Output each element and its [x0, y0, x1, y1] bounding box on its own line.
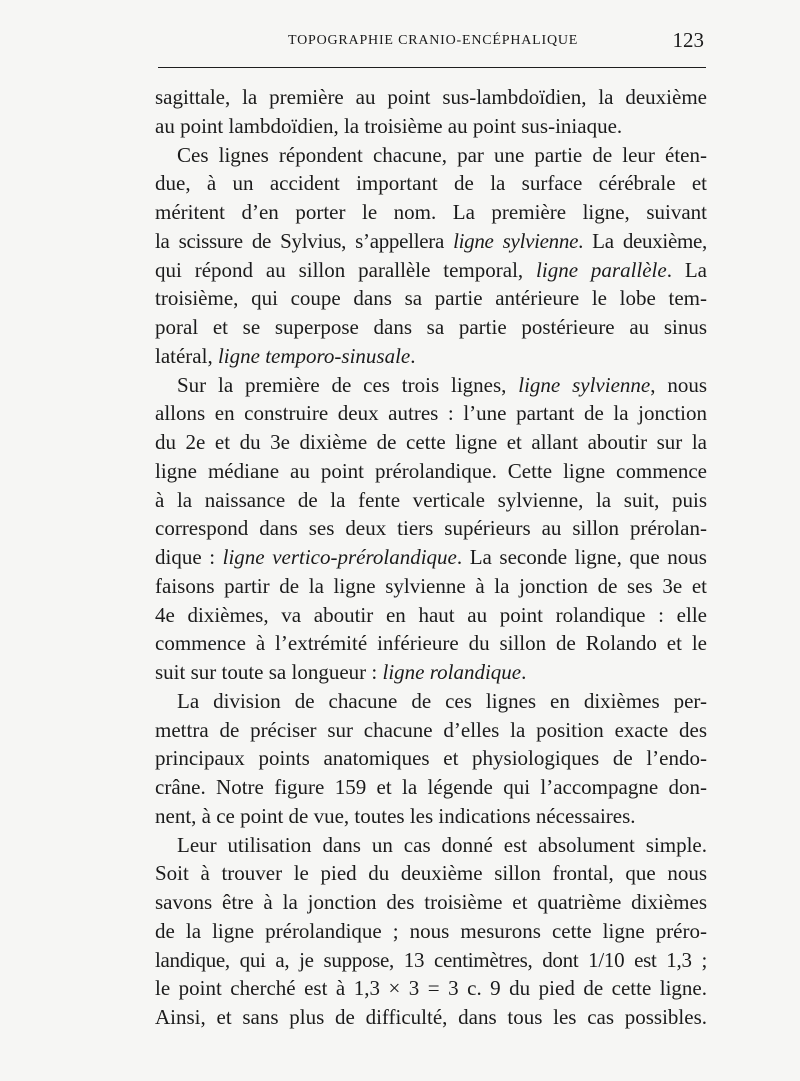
text-line: de la ligne prérolandique ; nous mesurons cette ligne préro-: [155, 918, 707, 943]
text-line: commence à l’extrémité inférieure du sillon de Rolando et le: [155, 631, 707, 656]
text-line: sagittale, la première au point sus-lambdoïdien, la deuxième: [155, 85, 707, 109]
text-line: Leur utilisation dans un cas donné est absolument simple.: [177, 832, 707, 857]
text-line: au point lambdoïdien, la troisième au point sus-iniaque.: [155, 113, 623, 138]
text-line: Ces lignes répondent chacune, par une partie de leur éten-: [177, 142, 707, 167]
text-line: allons en construire deux autres : l’une partant de la jonction: [155, 401, 707, 426]
text-run: latéral,: [155, 343, 218, 368]
page-number: 123: [672, 28, 704, 52]
text-run: . La: [666, 257, 707, 282]
text-line: à la naissance de la fente verticale sylvienne, la suit, puis: [155, 487, 707, 512]
text-line: [155, 227, 707, 256]
italic-term: ligne sylvienne: [518, 372, 651, 397]
text-run: . La seconde ligne, que nous: [456, 545, 707, 569]
text-run: qui répond au sillon parallèle temporal,: [155, 257, 537, 282]
italic-term: ligne sylvienne: [453, 228, 579, 253]
italic-term: ligne parallèle: [536, 257, 667, 282]
text-line: poral et se superpose dans sa partie postérieure au sinus: [155, 315, 707, 339]
text-run: suit sur toute sa longueur :: [155, 660, 383, 684]
text-line: [155, 371, 707, 400]
text-line: savons être à la jonction des troisième et quatrième dixièmes: [155, 890, 707, 914]
text-line: le point cherché est à 1,3 × 3 = 3 c. 9 du pied de cette ligne.: [155, 976, 707, 1001]
text-line: du 2e et du 3e dixième de cette ligne et allant aboutir sur la: [155, 430, 707, 454]
text-line: 4e dixièmes, va aboutir en haut au point rolandique : elle: [155, 602, 707, 627]
text-run: , nous: [650, 372, 707, 397]
text-line: [155, 256, 707, 285]
italic-term: ligne temporo-sinusale: [217, 343, 411, 368]
text-line: nent, à ce point de vue, toutes les indications nécessaires.: [155, 803, 636, 828]
paragraph-2: [155, 141, 707, 371]
text-line: landique, qui a, je suppose, 13 centimètres, dont 1/10 est 1,3 ;: [155, 947, 707, 972]
text-run: .: [521, 660, 527, 684]
text-line: Ainsi, et sans plus de difficulté, dans tous les cas possibles.: [155, 1005, 707, 1029]
text-run: . La deuxième,: [578, 228, 707, 253]
header-rule: [158, 67, 706, 68]
text-line: La division de chacune de ces lignes en dixièmes per-: [177, 688, 707, 713]
italic-term: ligne vertico-prérolandique: [222, 545, 457, 569]
running-head: [158, 30, 706, 56]
italic-term: ligne rolandique: [382, 660, 522, 684]
text-run: la scissure de Sylvius, s’appellera: [155, 228, 454, 253]
text-line: ligne médiane au point prérolandique. Cette ligne commence: [155, 458, 707, 483]
text-line: mettra de préciser sur chacune d’elles la position exacte des: [155, 717, 707, 742]
paragraph-3: [155, 371, 707, 687]
text-line: [155, 543, 707, 572]
text-line: méritent d’en porter le nom. La première ligne, suivant: [155, 200, 707, 224]
paragraph-5: [155, 831, 707, 1032]
text-line: troisième, qui coupe dans sa partie antérieure le lobe tem-: [155, 286, 707, 311]
paragraph-4: [155, 687, 707, 831]
text-run: Sur la première de ces trois lignes,: [177, 372, 519, 397]
text-line: Soit à trouver le pied du deuxième sillon frontal, que nous: [155, 861, 707, 886]
body-text: [155, 83, 707, 1032]
text-line: [155, 342, 707, 371]
text-run: dique :: [155, 545, 223, 569]
text-line: correspond dans ses deux tiers supérieurs au sillon prérolan-: [155, 516, 707, 541]
text-run: .: [410, 343, 416, 368]
text-line: crâne. Notre figure 159 et la légende qui l’accompagne don-: [155, 775, 707, 799]
text-line: principaux points anatomiques et physiologiques de l’endo-: [155, 746, 707, 771]
text-line: due, à un accident important de la surface cérébrale et: [155, 171, 707, 196]
text-line: [155, 658, 707, 687]
text-line: faisons partir de la ligne sylvienne à la jonction de ses 3e et: [155, 573, 707, 598]
running-title: TOPOGRAPHIE CRANIO-ENCÉPHALIQUE: [288, 33, 579, 48]
paragraph-1: [155, 83, 707, 141]
